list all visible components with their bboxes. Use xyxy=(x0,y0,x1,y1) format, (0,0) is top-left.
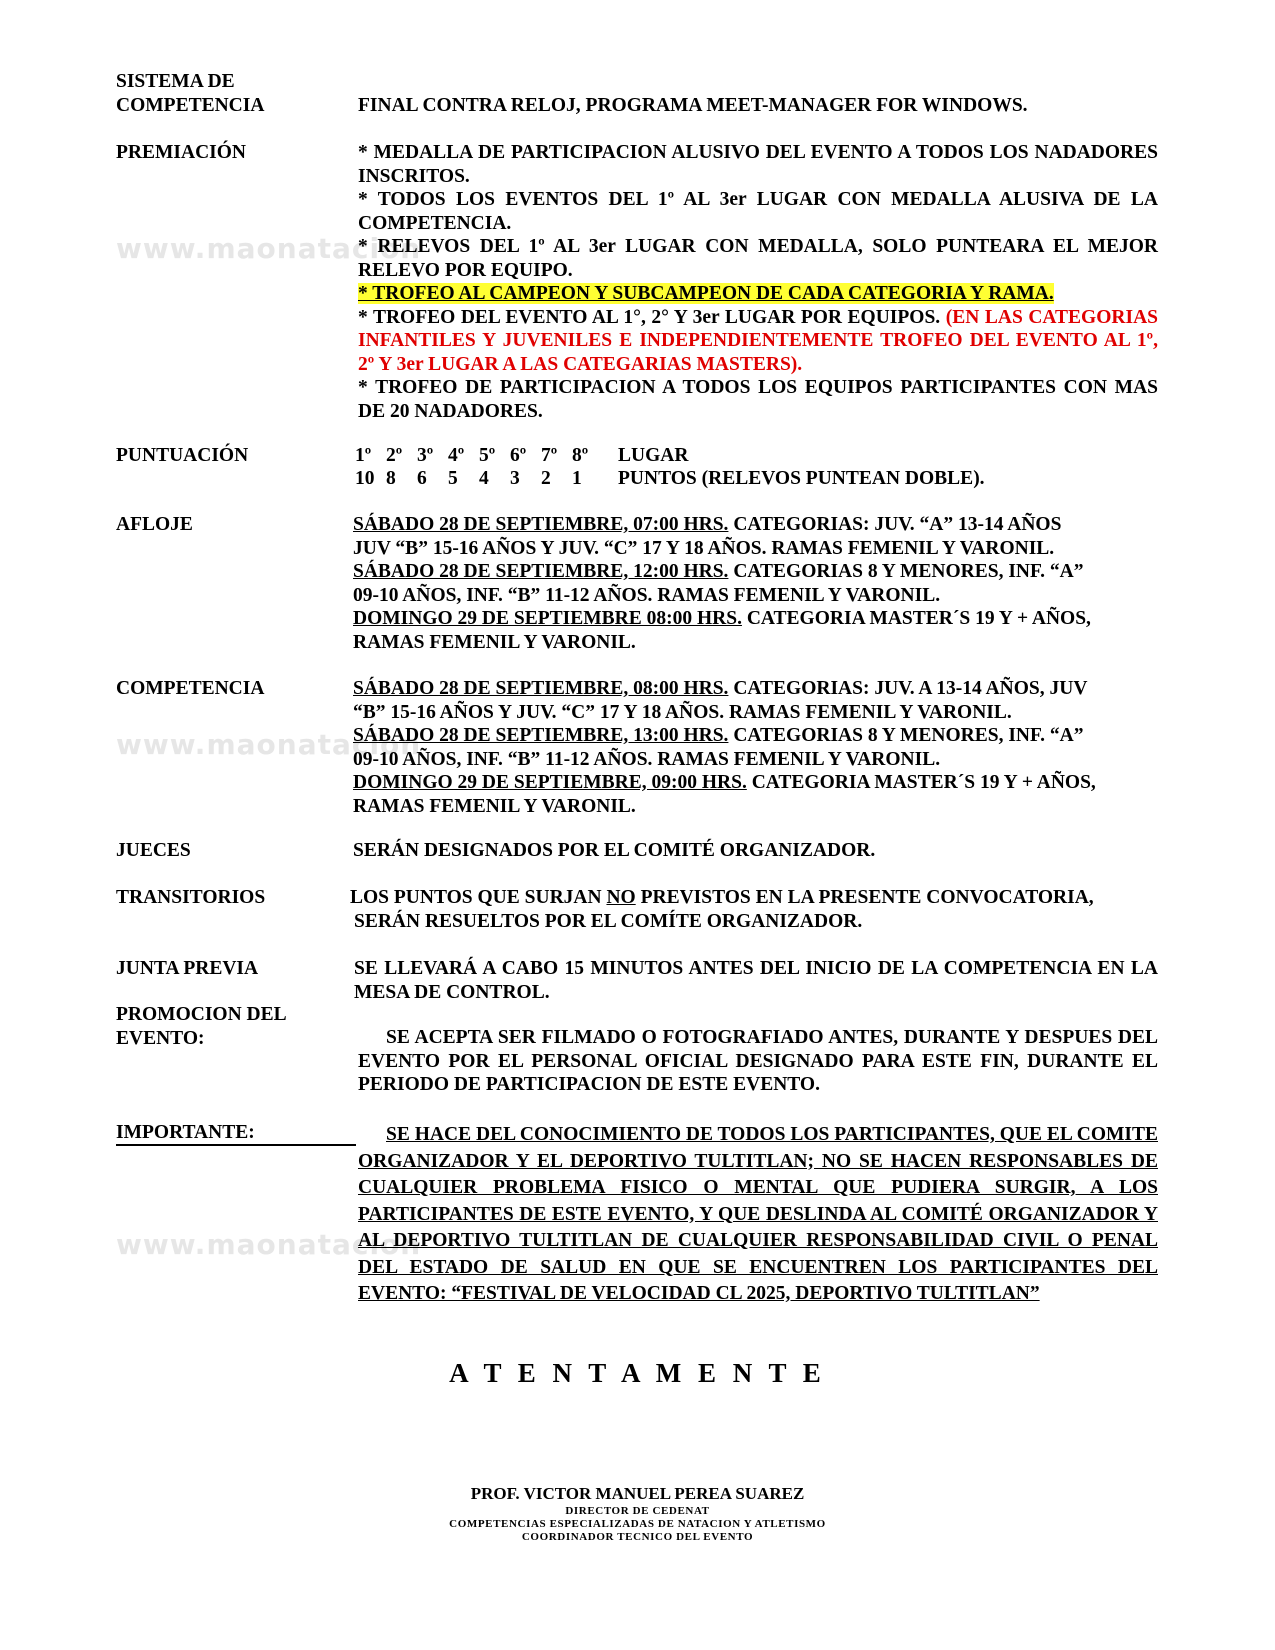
schedule-text: CATEGORIAS 8 Y MENORES, INF. “A” xyxy=(728,561,1084,582)
section-value-junta: SE LLEVARÁ A CABO 15 MINUTOS ANTES DEL INICIO DE LA COMPETENCIA EN LA MESA DE CONTROL. xyxy=(354,958,1158,1003)
transitorios-text: LOS PUNTOS QUE SURJAN xyxy=(350,887,607,908)
schedule-line xyxy=(353,560,1153,584)
points: 1 xyxy=(572,468,582,489)
transitorios-emphasis: NO xyxy=(606,887,636,908)
place: 8º xyxy=(572,445,589,466)
place: 7º xyxy=(541,445,558,466)
section-label-jueces: JUECES xyxy=(116,840,191,861)
points: 8 xyxy=(386,468,396,489)
schedule-line: 09-10 AÑOS, INF. “B” 11-12 AÑOS. RAMAS FEMENIL Y VARONIL. xyxy=(353,584,941,606)
schedule-date: SÁBADO 28 DE SEPTIEMBRE, 07:00 HRS. xyxy=(353,514,729,535)
schedule-date: SÁBADO 28 DE SEPTIEMBRE, 13:00 HRS. xyxy=(353,725,729,746)
premiacion-item: * RELEVOS DEL 1º AL 3er LUGAR CON MEDALLA, SOLO PUNTEARA EL MEJOR RELEVO POR EQUIPO. xyxy=(358,236,1158,281)
signatory-role: COORDINADOR TECNICO DEL EVENTO xyxy=(521,1531,754,1543)
place: 3º xyxy=(417,445,434,466)
section-value-importante: SE HACE DEL CONOCIMIENTO DE TODOS LOS PARTICIPANTES, QUE EL COMITE ORGANIZADOR Y EL DEPORTIVO TULTITLAN; NO SE HACEN RESPONSABLES DE CUALQUIER PROBLEMA FISICO O MENTAL QUE PUDIERA SURGIR, A LOS PARTICIPANTES DE ESTE EVENTO, Y QUE DESLINDA AL COMITÉ ORGANIZADOR Y AL DEPORTIVO TULTITLAN DE CUALQUIER RESPONSABILIDAD CIVIL O PENAL DEL ESTADO DE SALUD EN QUE SE ENCUENTREN LOS PARTICIPANTES DEL EVENTO: “FESTIVAL DE VELOCIDAD CL 2025, DEPORTIVO TULTITLAN” xyxy=(358,1124,1158,1304)
section-label-sistema xyxy=(116,70,336,117)
place: 5º xyxy=(479,445,496,466)
schedule-text: CATEGORIA MASTER´S 19 Y + AÑOS, xyxy=(741,608,1091,629)
schedule-line: JUV “B” 15-16 AÑOS Y JUV. “C” 17 Y 18 AÑOS. RAMAS FEMENIL Y VARONIL. xyxy=(353,537,1055,559)
scoring-points-row xyxy=(355,467,985,491)
premiacion-item-highlight xyxy=(358,282,1158,306)
schedule-line xyxy=(353,771,1153,795)
schedule-line xyxy=(353,607,1153,631)
points: 6 xyxy=(417,468,427,489)
scoring-places-row xyxy=(355,444,688,468)
section-value-jueces: SERÁN DESIGNADOS POR EL COMITÉ ORGANIZADOR. xyxy=(353,840,876,861)
transitorios-line xyxy=(350,886,1150,910)
points: 5 xyxy=(448,468,458,489)
schedule-line xyxy=(353,724,1153,748)
section-label-transitorios: TRANSITORIOS xyxy=(116,887,266,908)
section-label-promocion xyxy=(116,1003,336,1050)
label-line: COMPETENCIA xyxy=(116,94,265,116)
signatory-title: DIRECTOR DE CEDENAT xyxy=(565,1505,710,1517)
schedule-date: DOMINGO 29 DE SEPTIEMBRE 08:00 HRS. xyxy=(353,608,742,629)
schedule-line: “B” 15-16 AÑOS Y JUV. “C” 17 Y 18 AÑOS. RAMAS FEMENIL Y VARONIL. xyxy=(353,701,1012,723)
place: 6º xyxy=(510,445,527,466)
schedule-date: SÁBADO 28 DE SEPTIEMBRE, 12:00 HRS. xyxy=(353,561,729,582)
places-label: LUGAR xyxy=(618,445,689,466)
section-label-competencia: COMPETENCIA xyxy=(116,678,265,699)
signatory-name: PROF. VICTOR MANUEL PEREA SUAREZ xyxy=(470,1484,805,1503)
section-label-afloje: AFLOJE xyxy=(116,514,193,535)
section-value-sistema: FINAL CONTRA RELOJ, PROGRAMA MEET-MANAGER FOR WINDOWS. xyxy=(358,95,1028,116)
schedule-line: 09-10 AÑOS, INF. “B” 11-12 AÑOS. RAMAS FEMENIL Y VARONIL. xyxy=(353,748,941,770)
section-label-premiacion: PREMIACIÓN xyxy=(116,142,246,163)
section-value-transitorios xyxy=(350,886,1150,933)
points: 4 xyxy=(479,468,489,489)
label-line: PROMOCION DEL xyxy=(116,1004,287,1025)
schedule-date: DOMINGO 29 DE SEPTIEMBRE, 09:00 HRS. xyxy=(353,772,747,793)
premiacion-red-text: (EN LAS CATEGORIAS INFANTILES Y JUVENILES E INDEPENDIENTEMENTE TROFEO DEL EVENTO AL 1º, 2º Y 3er LUGAR A LAS CATEGARIAS MASTERS). xyxy=(358,306,1158,375)
transitorios-text: PREVISTOS EN LA PRESENTE CONVOCATORIA, xyxy=(635,887,1094,908)
label-line: EVENTO: xyxy=(116,1027,205,1049)
points: 2 xyxy=(541,468,551,489)
schedule-line xyxy=(353,513,1153,537)
schedule-line xyxy=(353,677,1153,701)
schedule-line: RAMAS FEMENIL Y VARONIL. xyxy=(353,631,636,653)
points: 3 xyxy=(510,468,520,489)
signatory-organization: COMPETENCIAS ESPECIALIZADAS DE NATACION Y ATLETISMO xyxy=(449,1518,826,1530)
premiacion-item: * MEDALLA DE PARTICIPACION ALUSIVO DEL EVENTO A TODOS LOS NADADORES INSCRITOS. xyxy=(358,142,1158,187)
points-label: PUNTOS (RELEVOS PUNTEAN DOBLE). xyxy=(618,468,985,489)
section-label-importante: IMPORTANTE: xyxy=(116,1122,356,1146)
watermark: www.maonatacion xyxy=(116,1228,422,1261)
section-value-premiacion xyxy=(358,141,1158,423)
section-value-afloje xyxy=(353,513,1153,654)
schedule-date: SÁBADO 28 DE SEPTIEMBRE, 08:00 HRS. xyxy=(353,678,729,699)
transitorios-line: SERÁN RESUELTOS POR EL COMÍTE ORGANIZADOR. xyxy=(354,910,863,932)
section-label-puntuacion: PUNTUACIÓN xyxy=(116,445,249,466)
premiacion-item: * TROFEO DE PARTICIPACION A TODOS LOS EQUIPOS PARTICIPANTES CON MAS DE 20 NADADORES. xyxy=(358,377,1158,422)
closing-text: A T E N T A M E N T E xyxy=(449,1358,826,1388)
points: 10 xyxy=(355,468,375,489)
schedule-line: RAMAS FEMENIL Y VARONIL. xyxy=(353,795,636,817)
highlighted-text: * TROFEO AL CAMPEON Y SUBCAMPEON DE CADA CATEGORIA Y RAMA. xyxy=(358,283,1054,304)
label-line: SISTEMA DE xyxy=(116,71,235,92)
premiacion-item: * TODOS LOS EVENTOS DEL 1º AL 3er LUGAR CON MEDALLA ALUSIVA DE LA COMPETENCIA. xyxy=(358,189,1158,234)
premiacion-text: * TROFEO DEL EVENTO AL 1°, 2° Y 3er LUGAR POR EQUIPOS. xyxy=(358,306,941,328)
place: 2º xyxy=(386,445,403,466)
watermark: www.maonatacion xyxy=(116,728,422,761)
watermark: www.maonatacion xyxy=(116,232,422,265)
section-value-competencia xyxy=(353,677,1153,818)
schedule-text: CATEGORIA MASTER´S 19 Y + AÑOS, xyxy=(746,772,1096,793)
schedule-text: CATEGORIAS: JUV. “A” 13-14 AÑOS xyxy=(728,514,1062,535)
section-value-promocion: SE ACEPTA SER FILMADO O FOTOGRAFIADO ANTES, DURANTE Y DESPUES DEL EVENTO POR EL PERSONAL OFICIAL DESIGNADO PARA ESTE FIN, DURANTE EL PERIODO DE PARTICIPACION DE ESTE EVENTO. xyxy=(358,1027,1158,1095)
schedule-text: CATEGORIAS 8 Y MENORES, INF. “A” xyxy=(728,725,1084,746)
place: 1º xyxy=(355,445,372,466)
section-label-junta: JUNTA PREVIA xyxy=(116,958,259,979)
premiacion-item xyxy=(358,306,1158,377)
schedule-text: CATEGORIAS: JUV. A 13-14 AÑOS, JUV xyxy=(728,678,1088,699)
place: 4º xyxy=(448,445,465,466)
